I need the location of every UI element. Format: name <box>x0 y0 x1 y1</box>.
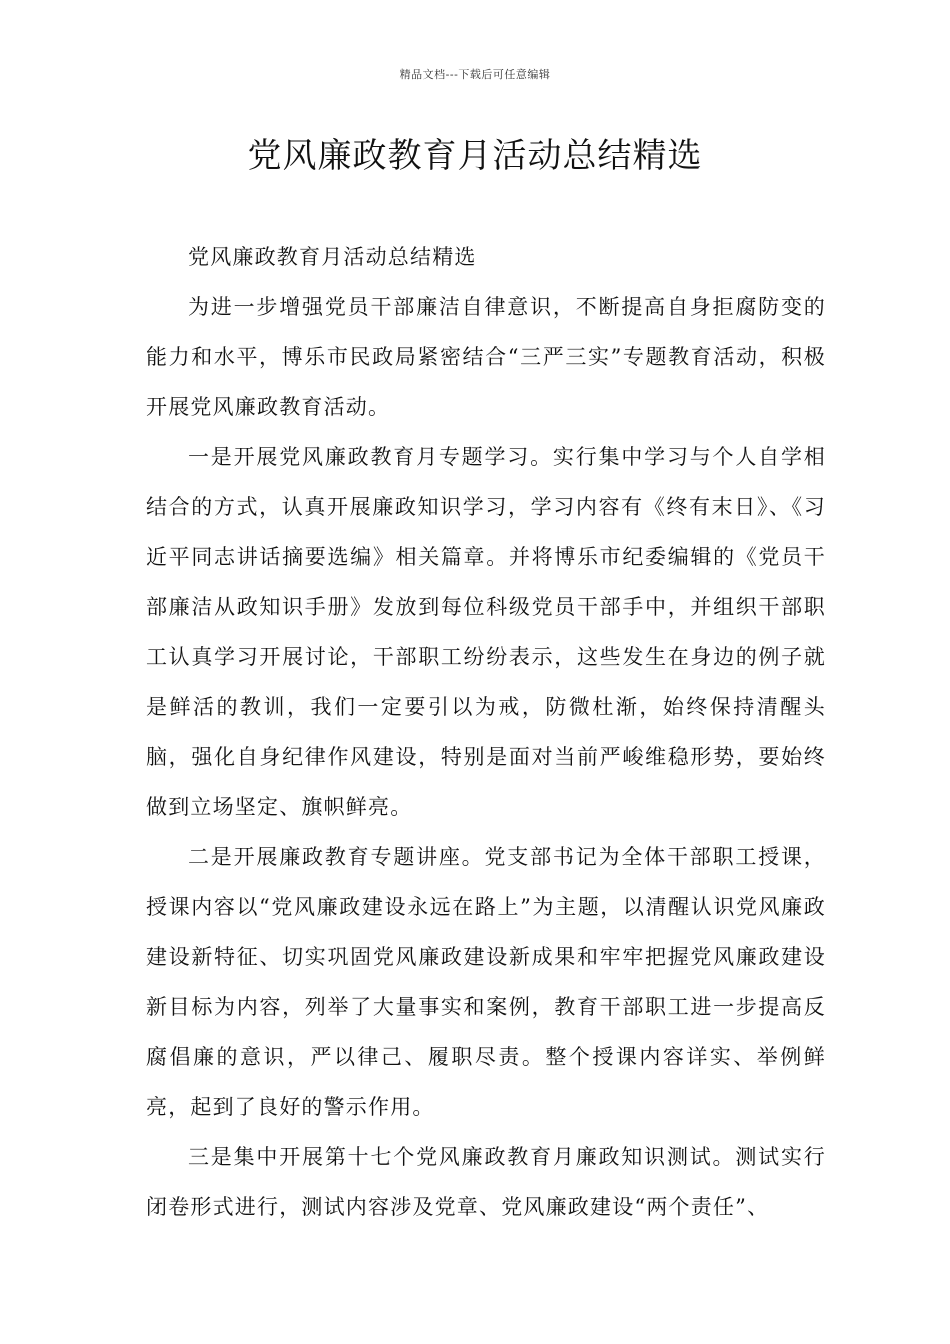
document-title: 党风廉政教育月活动总结精选 <box>247 136 703 176</box>
paragraph-intro: 为进一步增强党员干部廉洁自律意识，不断提高自身拒腐防变的能力和水平，博乐市民政局紧密结合“三严三实”专题教育活动，积极开展党风廉政教育活动。 <box>146 295 826 419</box>
document-body <box>146 232 826 1232</box>
paragraph-test: 三是集中开展第十七个党风廉政教育月廉政知识测试。测试实行闭卷形式进行，测试内容涉及党章、党风廉政建设“两个责任”、 <box>146 1145 826 1219</box>
paragraph-study: 一是开展党风廉政教育月专题学习。实行集中学习与个人自学相结合的方式，认真开展廉政知识学习，学习内容有《终有末日》、《习近平同志讲话摘要选编》相关篇章。并将博乐市纪委编辑的《党员干部廉洁从政知识手册》发放到每位科级党员干部手中，并组织干部职工认真学习开展讨论，干部职工纷纷表示，这些发生在身边的例子就是鲜活的教训，我们一定要引以为戒，防微杜渐，始终保持清醒头脑，强化自身纪律作风建设，特别是面对当前严峻维稳形势，要始终做到立场坚定、旗帜鲜亮。 <box>146 445 826 819</box>
paragraph-subtitle: 党风廉政教育月活动总结精选 <box>188 245 477 269</box>
header-note: 精品文档---下载后可任意编辑 <box>399 68 551 81</box>
paragraph-lecture: 二是开展廉政教育专题讲座。党支部书记为全体干部职工授课，授课内容以“党风廉政建设永远在路上”为主题，以清醒认识党风廉政建设新特征、切实巩固党风廉政建设新成果和牢牢把握党风廉政建设新目标为内容，列举了大量事实和案例，教育干部职工进一步提高反腐倡廉的意识，严以律己、履职尽责。整个授课内容详实、举例鲜亮，起到了良好的警示作用。 <box>146 845 826 1119</box>
